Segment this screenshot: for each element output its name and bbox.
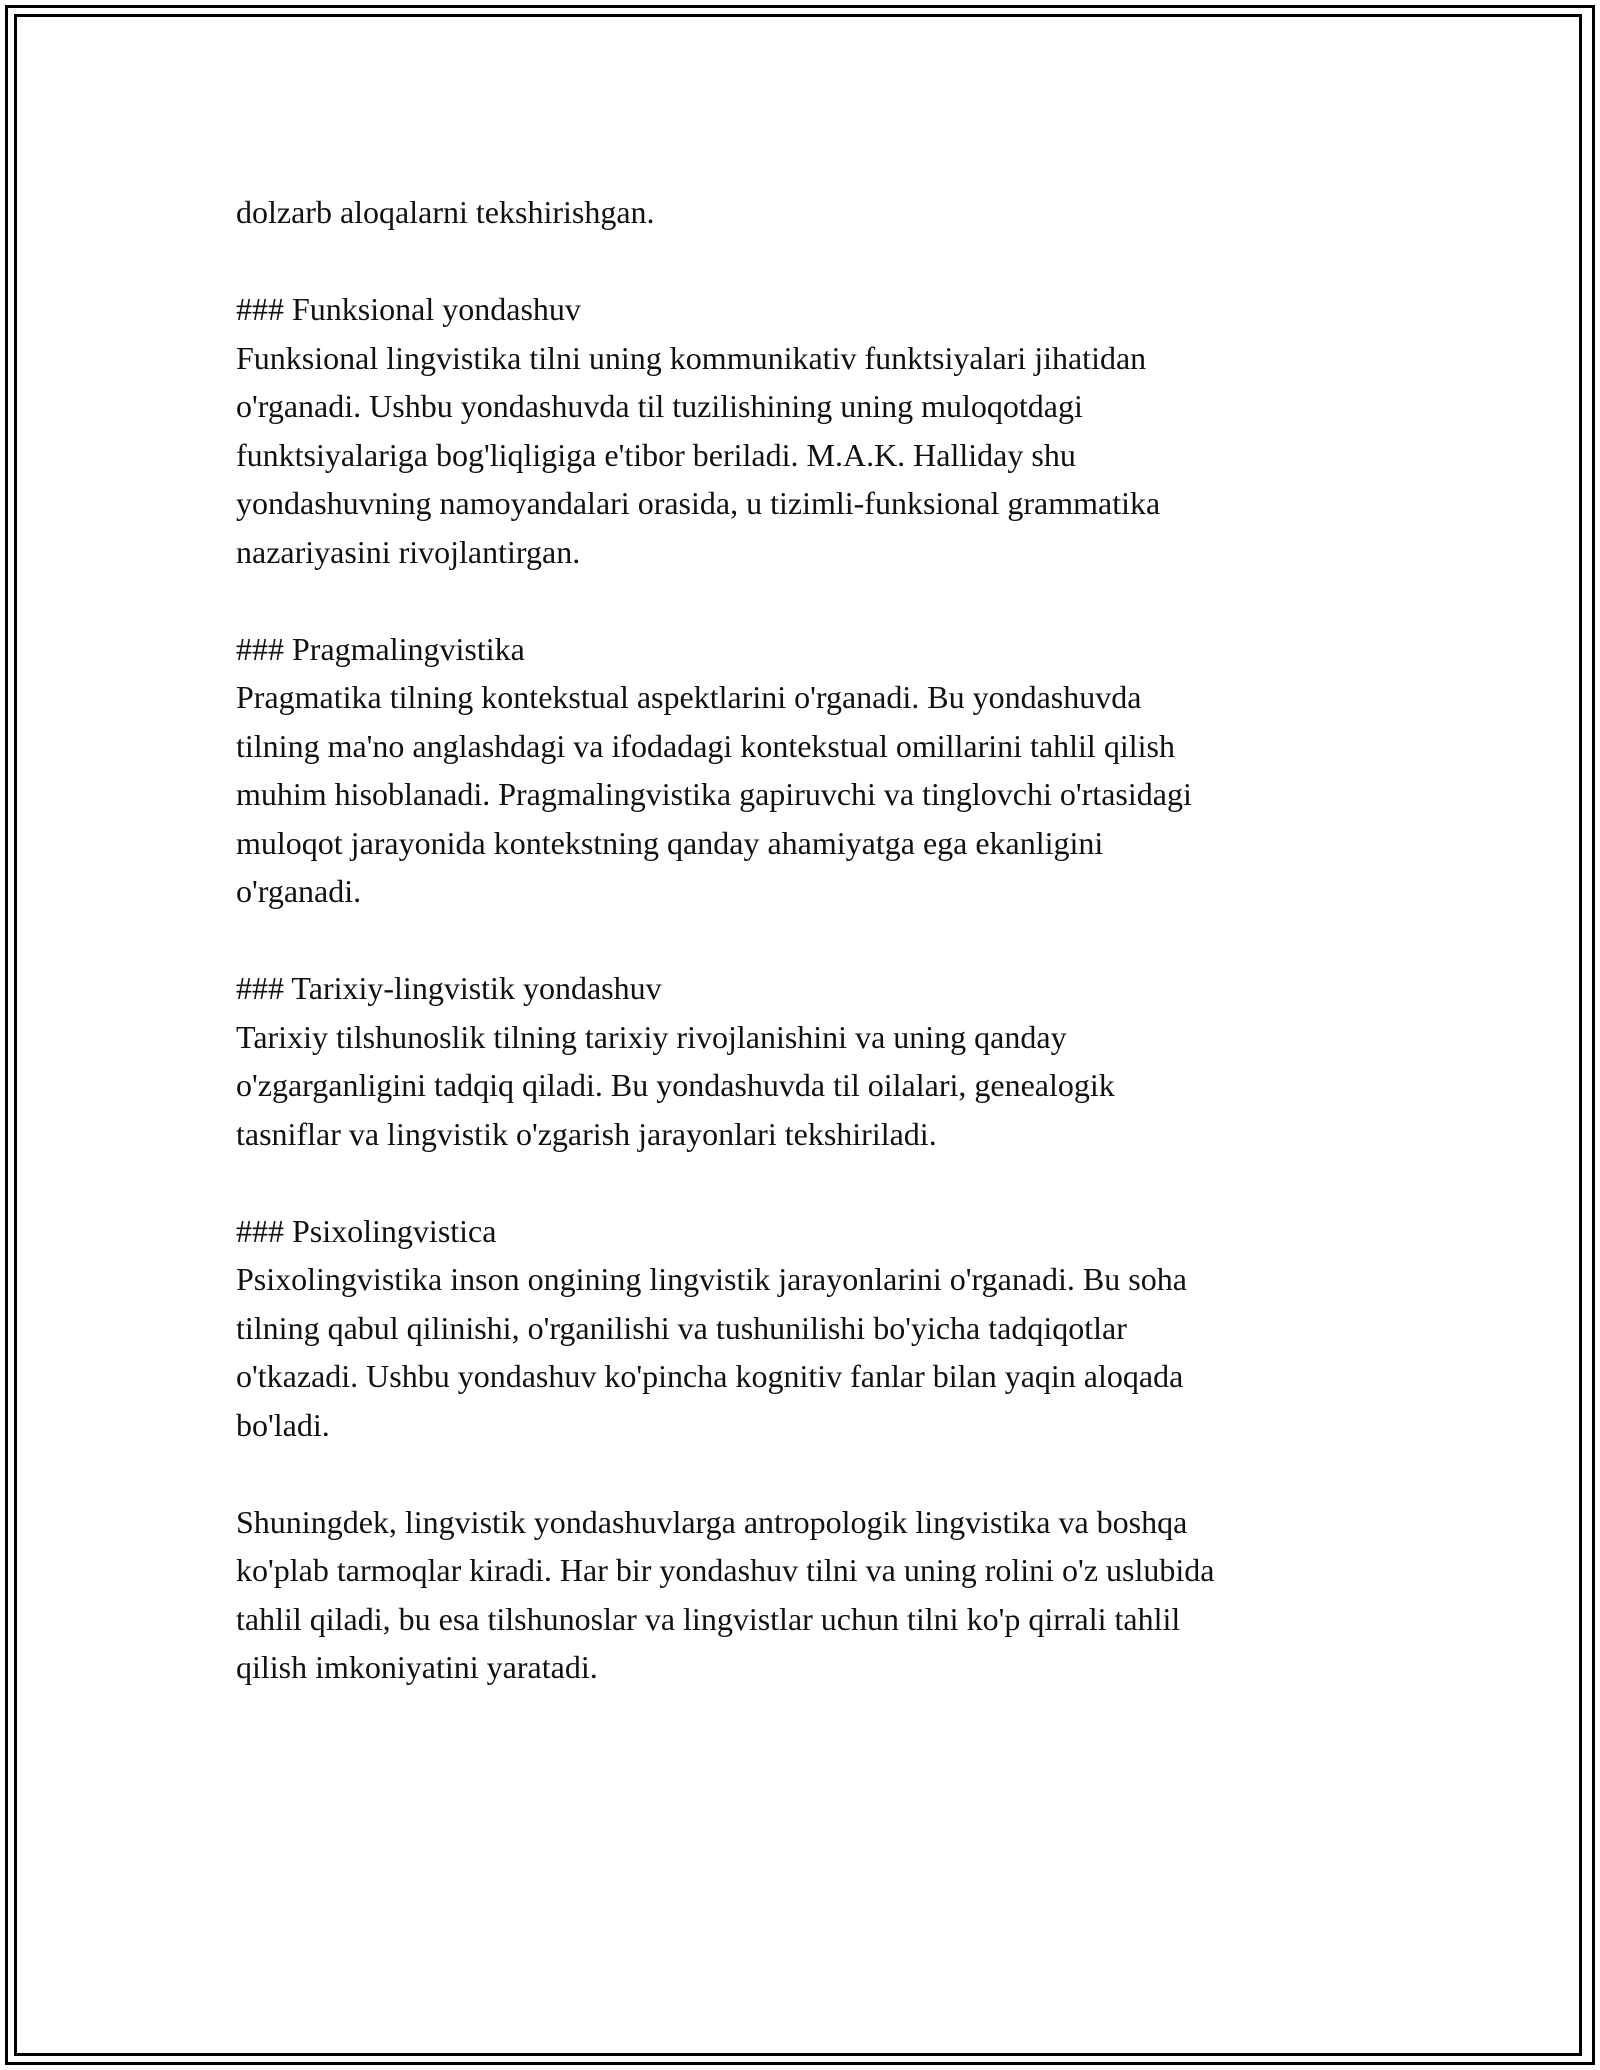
text-line: dolzarb aloqalarni tekshirishgan. [236, 194, 655, 230]
text-line: muloqot jarayonida kontekstning qanday ahamiyatga ega ekanligini [236, 824, 1104, 861]
paragraph-gap [236, 916, 1366, 965]
section [236, 625, 1366, 916]
text-line: Funksional lingvistika tilni uning kommunikativ funktsiyalari jihatidan [236, 339, 1147, 376]
paragraph-block [236, 1498, 1366, 1692]
text-line: nazariyasini rivojlantirgan. [236, 533, 581, 570]
text-line: Pragmatika tilning kontekstual aspektlarini o'rganadi. Bu yondashuvda [236, 679, 1142, 715]
text-line: muhim hisoblanadi. Pragmalingvistika gapiruvchi va tinglovchi o'rtasidagi [236, 776, 1192, 812]
paragraph-block [236, 188, 1366, 237]
text-line: yondashuvning namoyandalari orasida, u tizimli-funksional grammatika [236, 485, 1161, 521]
text-line: bo'ladi. [236, 1406, 330, 1443]
section-heading: ### Funksional yondashuv [236, 291, 581, 327]
paragraph-gap [236, 1449, 1366, 1498]
text-line: tilning qabul qilinishi, o'rganilishi va tushunilishi bo'yicha tadqiqotlar [236, 1309, 1127, 1346]
section-heading: ### Pragmalingvistika [236, 630, 525, 667]
text-line: funktsiyalariga bog'liqligiga e'tibor beriladi. M.A.K. Halliday shu [236, 436, 1076, 473]
section [236, 1207, 1366, 1450]
text-line: Tarixiy tilshunoslik tilning tarixiy rivojlanishini va uning qanday [236, 1018, 1067, 1055]
text-line: Shuningdek, lingvistik yondashuvlarga antropologik lingvistika va boshqa [236, 1503, 1188, 1540]
text-line: Psixolingvistika inson ongining lingvistik jarayonlarini o'rganadi. Bu soha [236, 1261, 1187, 1297]
text-line: qilish imkoniyatini yaratadi. [236, 1649, 598, 1685]
section [236, 964, 1366, 1158]
section-heading: ### Psixolingvistica [236, 1212, 497, 1249]
text-line: o'rganadi. Ushbu yondashuvda til tuzilishining uning muloqotdagi [236, 388, 1083, 424]
section [236, 285, 1366, 576]
paragraph-gap [236, 1158, 1366, 1207]
document-body [236, 188, 1366, 1692]
text-line: o'zgarganligini tadqiq qiladi. Bu yondashuvda til oilalari, genealogik [236, 1067, 1115, 1103]
text-line: o'rganadi. [236, 873, 362, 909]
section-heading: ### Tarixiy-lingvistik yondashuv [236, 970, 662, 1006]
text-line: ko'plab tarmoqlar kiradi. Har bir yondashuv tilni va uning rolini o'z uslubida [236, 1552, 1215, 1588]
text-line: tasniflar va lingvistik o'zgarish jarayonlari tekshiriladi. [236, 1115, 937, 1152]
text-line: o'tkazadi. Ushbu yondashuv ko'pincha kognitiv fanlar bilan yaqin aloqada [236, 1358, 1184, 1394]
text-line: tahlil qiladi, bu esa tilshunoslar va lingvistlar uchun tilni ko'p qirrali tahlil [236, 1600, 1181, 1637]
text-line: tilning ma'no anglashdagi va ifodadagi kontekstual omillarini tahlil qilish [236, 727, 1175, 764]
paragraph-gap [236, 237, 1366, 286]
paragraph-gap [236, 576, 1366, 625]
